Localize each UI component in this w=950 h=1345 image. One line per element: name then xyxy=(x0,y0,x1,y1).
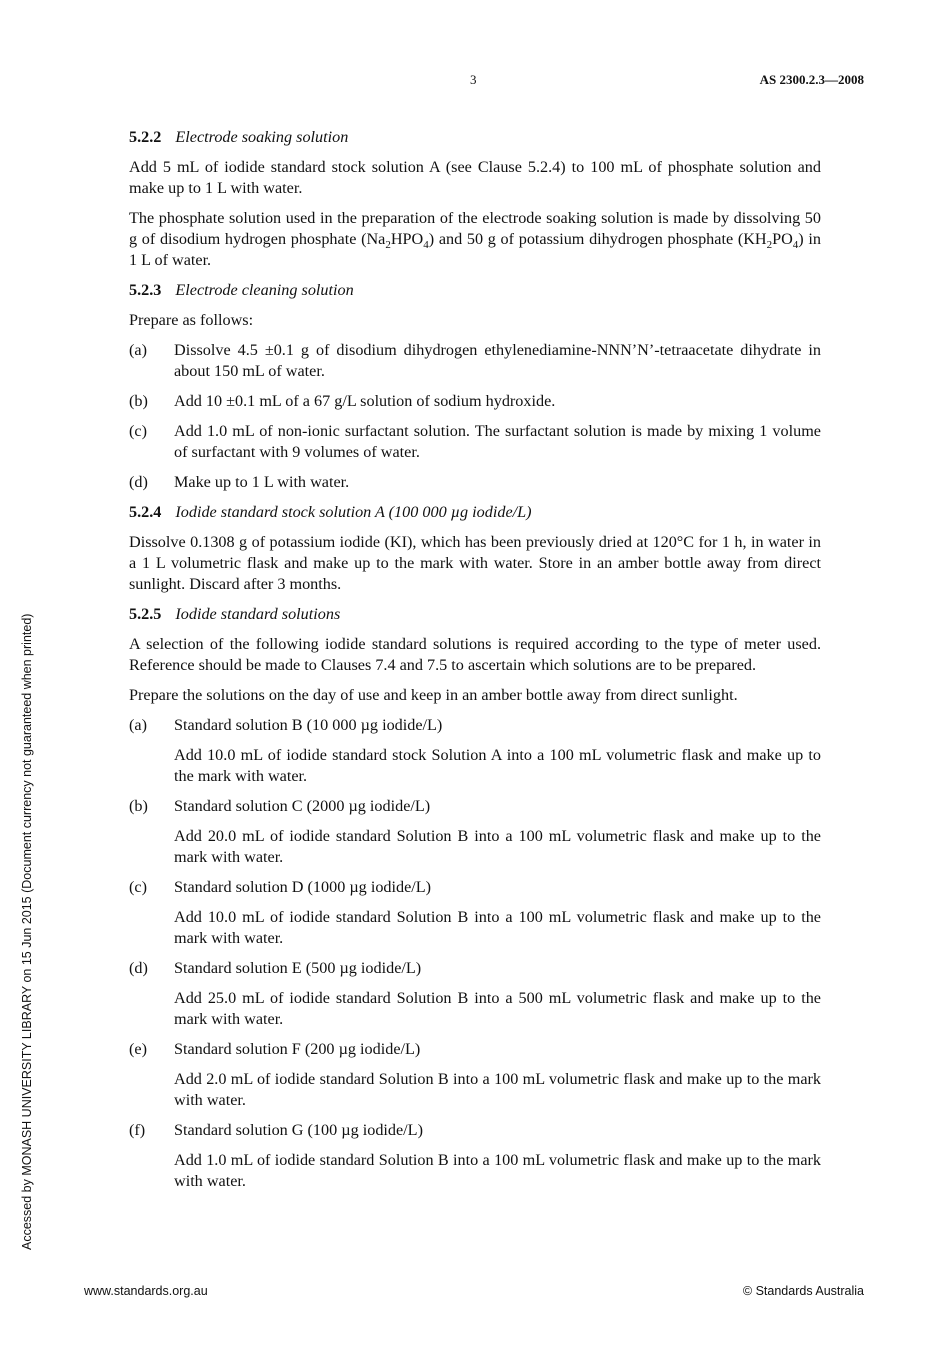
clause-number: 5.2.3 xyxy=(129,281,162,299)
list-label: Standard solution G (100 µg iodide/L) xyxy=(174,1121,423,1139)
list-text: Add 10 ±0.1 mL of a 67 g/L solution of sodium hydroxide. xyxy=(174,392,556,410)
list-text: Dissolve 4.5 ±0.1 g of disodium dihydrogen ethylenediamine-NNN’N’-tetraacetate dihydrate in about 150 mL of water. xyxy=(174,341,821,380)
list-label: Standard solution D (1000 µg iodide/L) xyxy=(174,878,432,896)
list-item-text: Add 10.0 mL of iodide standard Solution B into a 100 mL volumetric flask and make up to the mark with water. xyxy=(174,908,821,947)
list-marker: (c) xyxy=(129,878,147,896)
list-item xyxy=(129,1039,821,1060)
clause-heading-5-2-2 xyxy=(129,127,821,148)
list-marker: (d) xyxy=(129,473,148,491)
clause-heading-5-2-5 xyxy=(129,604,821,625)
footer-copyright: © Standards Australia xyxy=(742,1284,864,1298)
list-marker: (a) xyxy=(129,716,147,734)
clause-heading-5-2-3 xyxy=(129,280,821,301)
list-label: Standard solution E (500 µg iodide/L) xyxy=(174,959,422,977)
paragraph: A selection of the following iodide standard solutions is required according to the type of meter used. Reference should be made to Clauses 7.4 and 7.5 to ascertain which solutions are to be prepared. xyxy=(129,635,821,674)
list-item xyxy=(129,1120,821,1141)
list-item-text: Add 25.0 mL of iodide standard Solution B into a 500 mL volumetric flask and make up to the mark with water. xyxy=(174,989,821,1028)
list-marker: (a) xyxy=(129,341,147,359)
clause-number: 5.2.4 xyxy=(129,503,162,521)
access-watermark: Accessed by MONASH UNIVERSITY LIBRARY on 15 Jun 2015 (Document currency not guaranteed when printed) xyxy=(20,613,34,1250)
list-label: Standard solution B (10 000 µg iodide/L) xyxy=(174,716,443,734)
paragraph: Add 5 mL of iodide standard stock solution A (see Clause 5.2.4) to 100 mL of phosphate solution and make up to 1 L with water. xyxy=(129,158,821,197)
list-item xyxy=(129,472,821,493)
footer-website-link[interactable]: www.standards.org.au xyxy=(84,1284,208,1298)
list-item xyxy=(129,391,821,412)
list-item-text: Add 10.0 mL of iodide standard stock Solution A into a 100 mL volumetric flask and make up to the mark with water. xyxy=(174,746,821,785)
list-marker: (b) xyxy=(129,392,148,410)
list-marker: (c) xyxy=(129,422,147,440)
list-marker: (e) xyxy=(129,1040,147,1058)
list-item-text: Add 1.0 mL of iodide standard Solution B into a 100 mL volumetric flask and make up to the mark with water. xyxy=(174,1151,821,1190)
clause-title: Iodide standard stock solution A (100 000 µg iodide/L) xyxy=(175,503,532,521)
list-item-text: Add 2.0 mL of iodide standard Solution B into a 100 mL volumetric flask and make up to the mark with water. xyxy=(174,1070,821,1109)
list-item xyxy=(129,877,821,898)
paragraph-phosphate: The phosphate solution used in the preparation of the electrode soaking solution is made by dissolving 50 g of disodium hydrogen phosphate $(Na_2HPO_4)$ and 50 g of potassium dihydrogen phosphate $(KH_2PO_4)$ in 1 L of water. xyxy=(129,209,821,269)
list-marker: (b) xyxy=(129,797,148,815)
clause-number: 5.2.5 xyxy=(129,605,162,623)
list-text: Make up to 1 L with water. xyxy=(174,473,350,491)
clause-title: Iodide standard solutions xyxy=(175,605,341,623)
list-label: Standard solution C (2000 µg iodide/L) xyxy=(174,797,431,815)
list-item xyxy=(129,796,821,817)
clause-heading-5-2-4 xyxy=(129,502,821,523)
paragraph: Dissolve 0.1308 g of potassium iodide (KI), which has been previously dried at 120°C for 1 h, in water in a 1 L volumetric flask and make up to the mark with water. Store in an amber bottle away from direct sunlight. Discard after 3 months. xyxy=(129,533,821,593)
clause-number: 5.2.2 xyxy=(129,128,162,146)
clause-title: Electrode cleaning solution xyxy=(175,281,354,299)
document-body xyxy=(129,127,821,1201)
list-marker: (f) xyxy=(129,1121,146,1139)
paragraph: Prepare the solutions on the day of use and keep in an amber bottle away from direct sunlight. xyxy=(129,686,738,704)
list-text: Add 1.0 mL of non-ionic surfactant solution. The surfactant solution is made by mixing 1 volume of surfactant with 9 volumes of water. xyxy=(174,422,821,461)
page-number: 3 xyxy=(470,72,477,87)
standard-id: AS 2300.2.3—2008 xyxy=(759,72,864,87)
list-item xyxy=(129,958,821,979)
list-item-text: Add 20.0 mL of iodide standard Solution B into a 100 mL volumetric flask and make up to the mark with water. xyxy=(174,827,821,866)
list-item xyxy=(129,421,821,463)
list-item xyxy=(129,715,821,736)
list-item xyxy=(129,340,821,382)
list-label: Standard solution F (200 µg iodide/L) xyxy=(174,1040,421,1058)
paragraph: Prepare as follows: xyxy=(129,311,254,329)
list-marker: (d) xyxy=(129,959,148,977)
clause-title: Electrode soaking solution xyxy=(175,128,349,146)
